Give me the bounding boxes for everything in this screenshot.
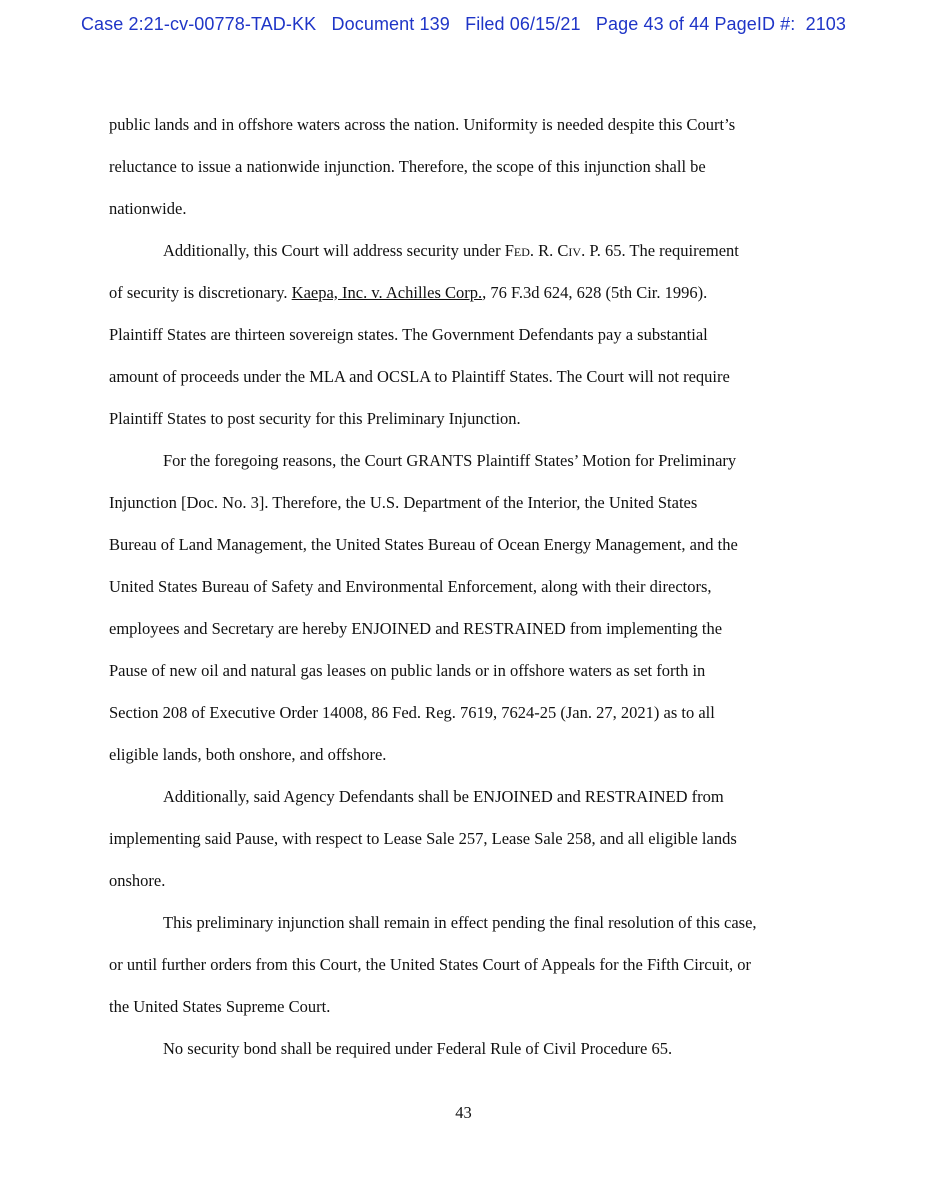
text-segment: , 76 F.3d 624, 628 (5th Cir. 1996). — [482, 283, 708, 302]
text-segment: . P. 65. The requirement — [581, 241, 739, 260]
text-line: the United States Supreme Court. — [109, 997, 331, 1016]
text-line: amount of proceeds under the MLA and OCSLA to Plaintiff States. The Court will not require — [109, 367, 730, 386]
text-line: implementing said Pause, with respect to Lease Sale 257, Lease Sale 258, and all eligible lands — [109, 829, 737, 848]
text-line: nationwide. — [109, 199, 187, 218]
body-text — [109, 104, 821, 1070]
text-line: eligible lands, both onshore, and offshore. — [109, 745, 387, 764]
text-line: United States Bureau of Safety and Environmental Enforcement, along with their directors, — [109, 577, 712, 596]
paragraph-3 — [109, 440, 821, 776]
text-line: reluctance to issue a nationwide injunction. Therefore, the scope of this injunction shall be — [109, 157, 706, 176]
text-line: employees and Secretary are hereby ENJOINED and RESTRAINED from implementing the — [109, 619, 723, 638]
paragraph-4 — [109, 776, 821, 902]
rule-citation-fed: Fed — [504, 241, 530, 260]
text-line: Plaintiff States are thirteen sovereign states. The Government Defendants pay a substantial — [109, 325, 708, 344]
text-line — [109, 272, 821, 314]
text-line: Plaintiff States to post security for this Preliminary Injunction. — [109, 409, 521, 428]
document-number: Document 139 — [331, 14, 450, 34]
text-line: or until further orders from this Court, the United States Court of Appeals for the Fifth Circuit, or — [109, 955, 752, 974]
paragraph-5 — [109, 902, 821, 1028]
text-line: Section 208 of Executive Order 14008, 86 Fed. Reg. 7619, 7624-25 (Jan. 27, 2021) as to all — [109, 703, 715, 722]
page-id: PageID #: 2103 — [714, 14, 847, 34]
text-line: Injunction [Doc. No. 3]. Therefore, the U.S. Department of the Interior, the United States — [109, 493, 698, 512]
text-segment: Additionally, this Court will address security under — [163, 241, 505, 260]
paragraph-6 — [109, 1028, 821, 1070]
paragraph-2 — [109, 230, 821, 440]
rule-citation-civ: Civ — [557, 241, 582, 260]
case-citation: Kaepa, Inc. v. Achilles Corp. — [291, 283, 483, 302]
case-number: Case 2:21-cv-00778-TAD-KK — [80, 14, 317, 34]
text-line: No security bond shall be required under Federal Rule of Civil Procedure 65. — [163, 1039, 673, 1058]
text-line — [109, 230, 821, 272]
text-line: Additionally, said Agency Defendants shall be ENJOINED and RESTRAINED from — [163, 787, 724, 806]
page-of-total: Page 43 of 44 — [595, 14, 710, 34]
text-line: onshore. — [109, 871, 166, 890]
rule-citation-mid: . R. — [529, 241, 558, 260]
text-line: public lands and in offshore waters across the nation. Uniformity is needed despite this Court’s — [109, 115, 736, 134]
text-line: This preliminary injunction shall remain in effect pending the final resolution of this case, — [163, 913, 757, 932]
page-number: 43 — [455, 1103, 472, 1122]
paragraph-1 — [109, 104, 821, 230]
filed-date: Filed 06/15/21 — [465, 14, 581, 34]
text-line: Pause of new oil and natural gas leases on public lands or in offshore waters as set forth in — [109, 661, 706, 680]
ecf-filing-header — [0, 14, 927, 35]
text-line: Bureau of Land Management, the United States Bureau of Ocean Energy Management, and the — [109, 535, 738, 554]
text-segment: of security is discretionary. — [109, 283, 292, 302]
text-line: For the foregoing reasons, the Court GRANTS Plaintiff States’ Motion for Preliminary — [163, 451, 737, 470]
